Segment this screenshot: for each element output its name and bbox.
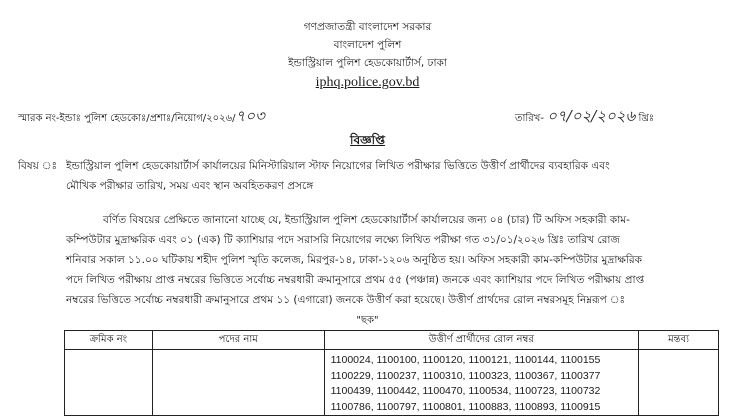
subject-line-2: মৌখিক পরীক্ষার তারিখ, সময় এবং স্থান অবহিতকরণ প্রসঙ্গে <box>66 180 314 192</box>
roll-line: 1100786, 1100797, 1100801, 1100883, 1100893, 1100915 <box>330 400 601 413</box>
roll-line: 1100024, 1100100, 1100120, 1100121, 1100144, 1100155 <box>330 354 601 366</box>
memo-date-suffix: খ্রিঃ <box>638 113 655 124</box>
header-post-name: পদের নাম <box>152 331 324 350</box>
header-government: গণপ্রজাতন্ত্রী বাংলাদেশ সরকার <box>303 21 432 33</box>
body-line-4: পদে লিখিত পরীক্ষায় প্রাপ্ত নম্বরের ভিত্তিতে সর্বোচ্চ নম্বরধারী ক্রমানুসারে প্রথম ৫৫ (পঞ্চান্ন) জনকে এবং ক্যাশিয়ার পদে লিখিত পরীক্ষায় প্রাপ্ত <box>66 274 645 286</box>
roll-line: 1100439, 1100442, 1100470, 1100534, 1100723, 1100732 <box>330 385 601 397</box>
header-remarks: মন্তব্য <box>639 331 719 350</box>
table-header-row <box>65 331 719 350</box>
body-line-5: নম্বরের ভিত্তিতে সর্বোচ্চ নম্বরধারী ক্রমানুসারে প্রথম ১১ (এগারো) জনকে উত্তীর্ণ করা হয়েছে। উত্তীর্ণ প্রার্থদের রোল নম্বরসমূহ নিম্নরূপ ঃ <box>66 294 626 306</box>
body-line-3: শনিবার সকাল ১১.০০ ঘটিকায় শহীদ পুলিশ স্মৃতি কলেজ, মিরপুর-১৪, ঢাকা-১২০৬ অনুষ্ঠিত হয়। অফিস সহকারী কাম-কম্পিউটার মুদ্রাক্ষরিক <box>66 254 643 266</box>
notice-title: বিজ্ঞপ্তি <box>350 133 385 147</box>
memo-date <box>515 105 654 130</box>
results-table <box>64 330 719 416</box>
memo-date-label: তারিখ- <box>515 113 544 124</box>
subject-line-1: ইন্ডাস্ট্রিয়াল পুলিশ হেডকোয়ার্টার্স কার্যালয়ের মিনিস্টারিয়াল স্টাফ নিয়োগের লিখিত পরীক্ষার ভিত্তিতে উত্তীর্ণ প্রার্থীদের ব্যবহারিক এবং <box>66 160 610 172</box>
serial-cell <box>65 350 153 416</box>
memo-reference-prefix: স্মারক নং-ইন্ডাঃ পুলিশ হেডকোঃ/প্রশাঃ/নিয়োগ/২০২৬/ <box>18 113 236 124</box>
remarks-cell <box>639 350 719 416</box>
memo-date-value: ০৭/০২/২০২৬ <box>547 107 636 125</box>
subject-label: বিষয় ঃ <box>18 160 58 172</box>
header-police: বাংলাদেশ পুলিশ <box>333 39 402 51</box>
header-roll-numbers: উত্তীর্ণ প্রার্থীদের রোল নম্বর <box>324 331 639 350</box>
post-cell <box>152 350 324 416</box>
header-serial-no: ক্রমিক নং <box>65 331 153 350</box>
body-line-2: কম্পিউটার মুদ্রাক্ষরিক এবং ০১ (এক) টি ক্যাশিয়ার পদে সরাসরি নিয়োগের লক্ষ্যে লিখিত পরীক্ষা গত ৩১/০১/২০২৬ খ্রিঃ তারিখ রোজ <box>66 234 620 246</box>
memo-reference <box>18 105 265 130</box>
table-row <box>65 350 719 416</box>
memo-reference-number: ৭০৩ <box>235 107 265 125</box>
website-link[interactable]: iphq.police.gov.bd <box>315 75 420 90</box>
roll-line: 1100229, 1100237, 1100310, 1100323, 1100367, 1100377 <box>330 369 601 382</box>
header-office: ইন্ডাস্ট্রিয়াল পুলিশ হেডকোয়ার্টার্স, ঢাকা <box>288 57 447 69</box>
body-line-1: বর্ণিত বিষয়ের প্রেক্ষিতে জানানো যাচ্ছে যে, ইন্ডাস্ট্রিয়াল পুলিশ হেডকোয়ার্টার্স কার্যালয়ের জন্য ০৪ (চার) টি অফিস সহকারী কাম- <box>103 214 630 226</box>
roll-number-cell <box>324 350 639 416</box>
table-label: "ছক" <box>356 315 379 326</box>
